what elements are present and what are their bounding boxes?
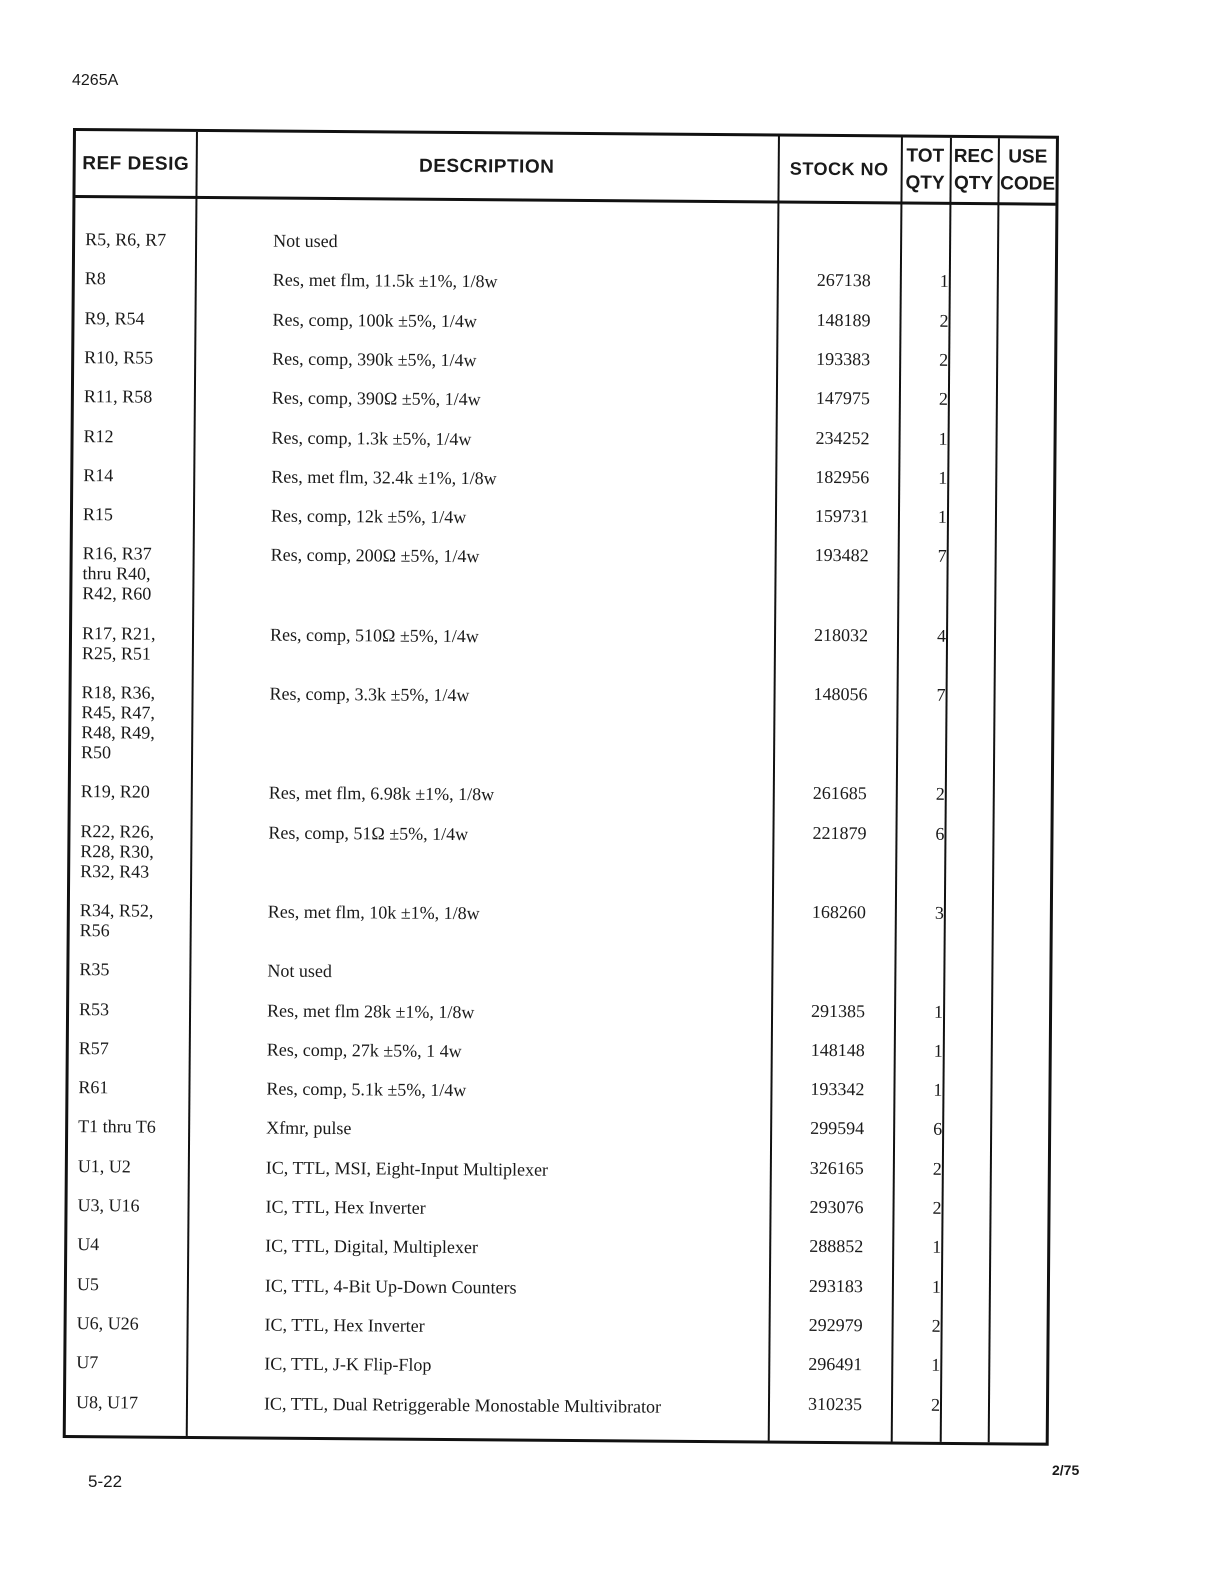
ref-desig-cell: R15 <box>82 504 114 525</box>
table-row <box>73 464 1053 489</box>
description-cell: Res, comp, 390k ±5%, 1/4w <box>272 348 477 371</box>
ref-desig-cell: U6, U26 <box>76 1312 139 1334</box>
table-row <box>74 425 1054 449</box>
ref-desig-cell: R11, R58 <box>83 386 153 407</box>
description-cell: IC, TTL, 4-Bit Up-Down Counters <box>264 1275 517 1298</box>
tot-qty-cell: 2 <box>939 349 949 370</box>
description-cell: Res, met flm, 11.5k ±1%, 1/8w <box>272 269 498 292</box>
stock-no-cell: 193383 <box>816 348 871 370</box>
table-row <box>68 1195 1048 1218</box>
table-row <box>67 1273 1047 1298</box>
table-row <box>70 899 1050 941</box>
description-cell: Xfmr, pulse <box>266 1117 352 1139</box>
description-cell: Res, comp, 200Ω ±5%, 1/4w <box>270 544 480 567</box>
table-row <box>69 998 1049 1022</box>
tot-qty-cell: 2 <box>930 1394 941 1415</box>
description-cell: IC, TTL, Hex Inverter <box>264 1314 425 1336</box>
tot-qty-cell: 6 <box>933 1119 943 1140</box>
header-description: DESCRIPTION <box>418 155 555 178</box>
stock-no-cell: 310235 <box>807 1393 863 1414</box>
tot-qty-cell: 2 <box>938 388 948 410</box>
table-row <box>74 386 1054 410</box>
header-tot-qty: TOT QTY <box>905 145 945 194</box>
description-cell: Res, comp, 100k ±5%, 1/4w <box>272 309 477 331</box>
ref-desig-cell: R8 <box>84 268 106 289</box>
table-row <box>66 1391 1046 1417</box>
ref-desig-cell: R9, R54 <box>84 307 145 329</box>
ref-desig-cell: R14 <box>83 464 114 486</box>
description-cell: IC, TTL, Digital, Multiplexer <box>265 1235 478 1258</box>
ref-desig-cell: R19, R20 <box>80 781 150 802</box>
tot-qty-cell: 1 <box>932 1237 942 1258</box>
stock-no-cell: 148056 <box>813 683 868 705</box>
ref-desig-cell: R5, R6, R7 <box>85 229 167 250</box>
ref-desig-cell: R34, R52, R56 <box>79 899 154 941</box>
stock-no-cell: 193482 <box>814 545 869 566</box>
table-row <box>69 1037 1049 1061</box>
description-cell: Res, met flm, 6.98k ±1%, 1/8w <box>268 782 495 805</box>
tot-qty-cell: 1 <box>933 1079 943 1100</box>
ref-desig-cell: R22, R26, R28, R30, R32, R43 <box>80 820 155 882</box>
column-divider <box>988 138 1000 1442</box>
tot-qty-cell: 1 <box>931 1354 941 1376</box>
stock-no-cell: 296491 <box>808 1354 863 1375</box>
header-ref-desig: REF DESIG <box>82 152 190 175</box>
ref-desig-cell: U1, U2 <box>77 1155 131 1177</box>
revision-date: 2/75 <box>1052 1462 1080 1478</box>
tot-qty-cell: 1 <box>937 506 948 527</box>
description-cell: Not used <box>267 960 332 982</box>
tot-qty-cell: 4 <box>936 625 947 646</box>
ref-desig-cell: R17, R21, R25, R51 <box>81 622 156 664</box>
stock-no-cell: 292979 <box>808 1314 863 1336</box>
description-cell: Res, comp, 1.3k ±5%, 1/4w <box>271 427 472 449</box>
stock-no-cell: 148189 <box>816 309 871 330</box>
description-cell: Res, comp, 3.3k ±5%, 1/4w <box>269 683 470 706</box>
tot-qty-cell: 7 <box>937 546 947 567</box>
ref-desig-cell: R12 <box>83 425 114 446</box>
tot-qty-cell: 1 <box>934 1001 944 1022</box>
tot-qty-cell: 1 <box>931 1276 942 1297</box>
description-cell: Res, met flm 28k ±1%, 1/8w <box>266 1000 475 1022</box>
stock-no-cell: 326165 <box>809 1157 864 1178</box>
table-row <box>75 229 1055 252</box>
stock-no-cell: 234252 <box>815 427 870 448</box>
ref-desig-cell: U3, U16 <box>77 1195 140 1216</box>
table-row <box>72 622 1052 664</box>
stock-no-cell: 261685 <box>812 783 867 804</box>
stock-no-cell: 159731 <box>814 505 870 527</box>
page-number: 5-22 <box>88 1472 123 1491</box>
description-cell: Res, met flm, 32.4k ±1%, 1/8w <box>271 466 497 489</box>
description-cell: Not used <box>273 230 338 252</box>
ref-desig-cell: U5 <box>76 1273 100 1294</box>
stock-no-cell: 299594 <box>810 1118 865 1139</box>
description-cell: Res, comp, 390Ω ±5%, 1/4w <box>271 387 481 410</box>
tot-qty-cell: 1 <box>933 1040 943 1061</box>
table-row <box>75 268 1055 292</box>
ref-desig-cell: R57 <box>78 1037 109 1059</box>
stock-no-cell: 148148 <box>810 1039 865 1061</box>
ref-desig-cell: R61 <box>78 1077 109 1098</box>
table-row <box>67 1234 1047 1258</box>
tot-qty-cell: 1 <box>938 428 948 449</box>
description-cell: IC, TTL, Hex Inverter <box>265 1196 426 1218</box>
table-row <box>69 1077 1049 1101</box>
table-row <box>71 820 1051 882</box>
tot-qty-cell: 6 <box>935 823 945 844</box>
stock-no-cell: 293183 <box>808 1275 864 1296</box>
table-row <box>73 543 1053 605</box>
header-stock-no: STOCK NO <box>789 158 889 179</box>
stock-no-cell: 291385 <box>811 1000 866 1021</box>
table-row <box>66 1352 1046 1376</box>
stock-no-cell: 147975 <box>815 388 870 409</box>
description-cell: IC, TTL, MSI, Eight-Input Multiplexer <box>265 1157 549 1180</box>
stock-no-cell: 182956 <box>815 466 870 488</box>
tot-qty-cell: 1 <box>938 467 948 488</box>
stock-no-cell: 221879 <box>812 822 867 843</box>
description-cell: Res, comp, 12k ±5%, 1/4w <box>270 505 467 528</box>
header-use-code: USE CODE <box>1000 146 1056 195</box>
ref-desig-cell: U4 <box>77 1234 100 1255</box>
tot-qty-cell: 2 <box>932 1197 942 1218</box>
stock-no-cell: 267138 <box>816 270 871 291</box>
description-cell: IC, TTL, J-K Flip-Flop <box>264 1353 432 1376</box>
header-rec-qty: REC QTY <box>953 145 994 195</box>
tot-qty-cell: 2 <box>939 310 949 331</box>
table-row <box>72 682 1052 763</box>
table-row <box>75 307 1055 331</box>
stock-no-cell: 168260 <box>811 901 866 923</box>
ref-desig-cell: R16, R37 thru R40, R42, R60 <box>82 543 152 605</box>
table-row <box>71 781 1051 805</box>
ref-desig-cell: U8, U17 <box>75 1391 139 1413</box>
tot-qty-cell: 3 <box>934 902 944 923</box>
tot-qty-cell: 1 <box>939 271 949 292</box>
description-cell: Res, met flm, 10k ±1%, 1/8w <box>267 901 480 924</box>
description-cell: Res, comp, 5.1k ±5%, 1/4w <box>266 1078 467 1101</box>
tot-qty-cell: 2 <box>935 784 945 805</box>
ref-desig-cell: R53 <box>79 998 110 1019</box>
model-number: 4265A <box>72 72 119 89</box>
ref-desig-cell: R18, R36, R45, R47, R48, R49, R50 <box>81 682 156 763</box>
stock-no-cell: 288852 <box>809 1236 864 1257</box>
ref-desig-cell: T1 thru T6 <box>78 1116 156 1138</box>
description-cell: Res, comp, 51Ω ±5%, 1/4w <box>268 822 469 844</box>
stock-no-cell: 293076 <box>809 1196 864 1218</box>
description-cell: Res, comp, 510Ω ±5%, 1/4w <box>269 624 479 646</box>
tot-qty-cell: 7 <box>936 684 946 705</box>
ref-desig-cell: U7 <box>76 1352 99 1373</box>
description-cell: IC, TTL, Dual Retriggerable Monostable Multivibrator <box>263 1393 662 1417</box>
table-row <box>74 346 1054 371</box>
table-row <box>68 1155 1048 1180</box>
stock-no-cell: 193342 <box>810 1078 865 1100</box>
table-row <box>68 1116 1048 1140</box>
table-row <box>69 959 1049 982</box>
parts-list-table <box>63 128 1059 1446</box>
tot-qty-cell: 2 <box>932 1158 942 1179</box>
description-cell: Res, comp, 27k ±5%, 1 4w <box>266 1039 462 1061</box>
stock-no-cell: 218032 <box>813 624 869 645</box>
table-row <box>67 1312 1047 1336</box>
ref-desig-cell: R35 <box>79 959 110 980</box>
tot-qty-cell: 2 <box>931 1315 941 1336</box>
table-row <box>73 504 1053 528</box>
ref-desig-cell: R10, R55 <box>84 346 154 368</box>
